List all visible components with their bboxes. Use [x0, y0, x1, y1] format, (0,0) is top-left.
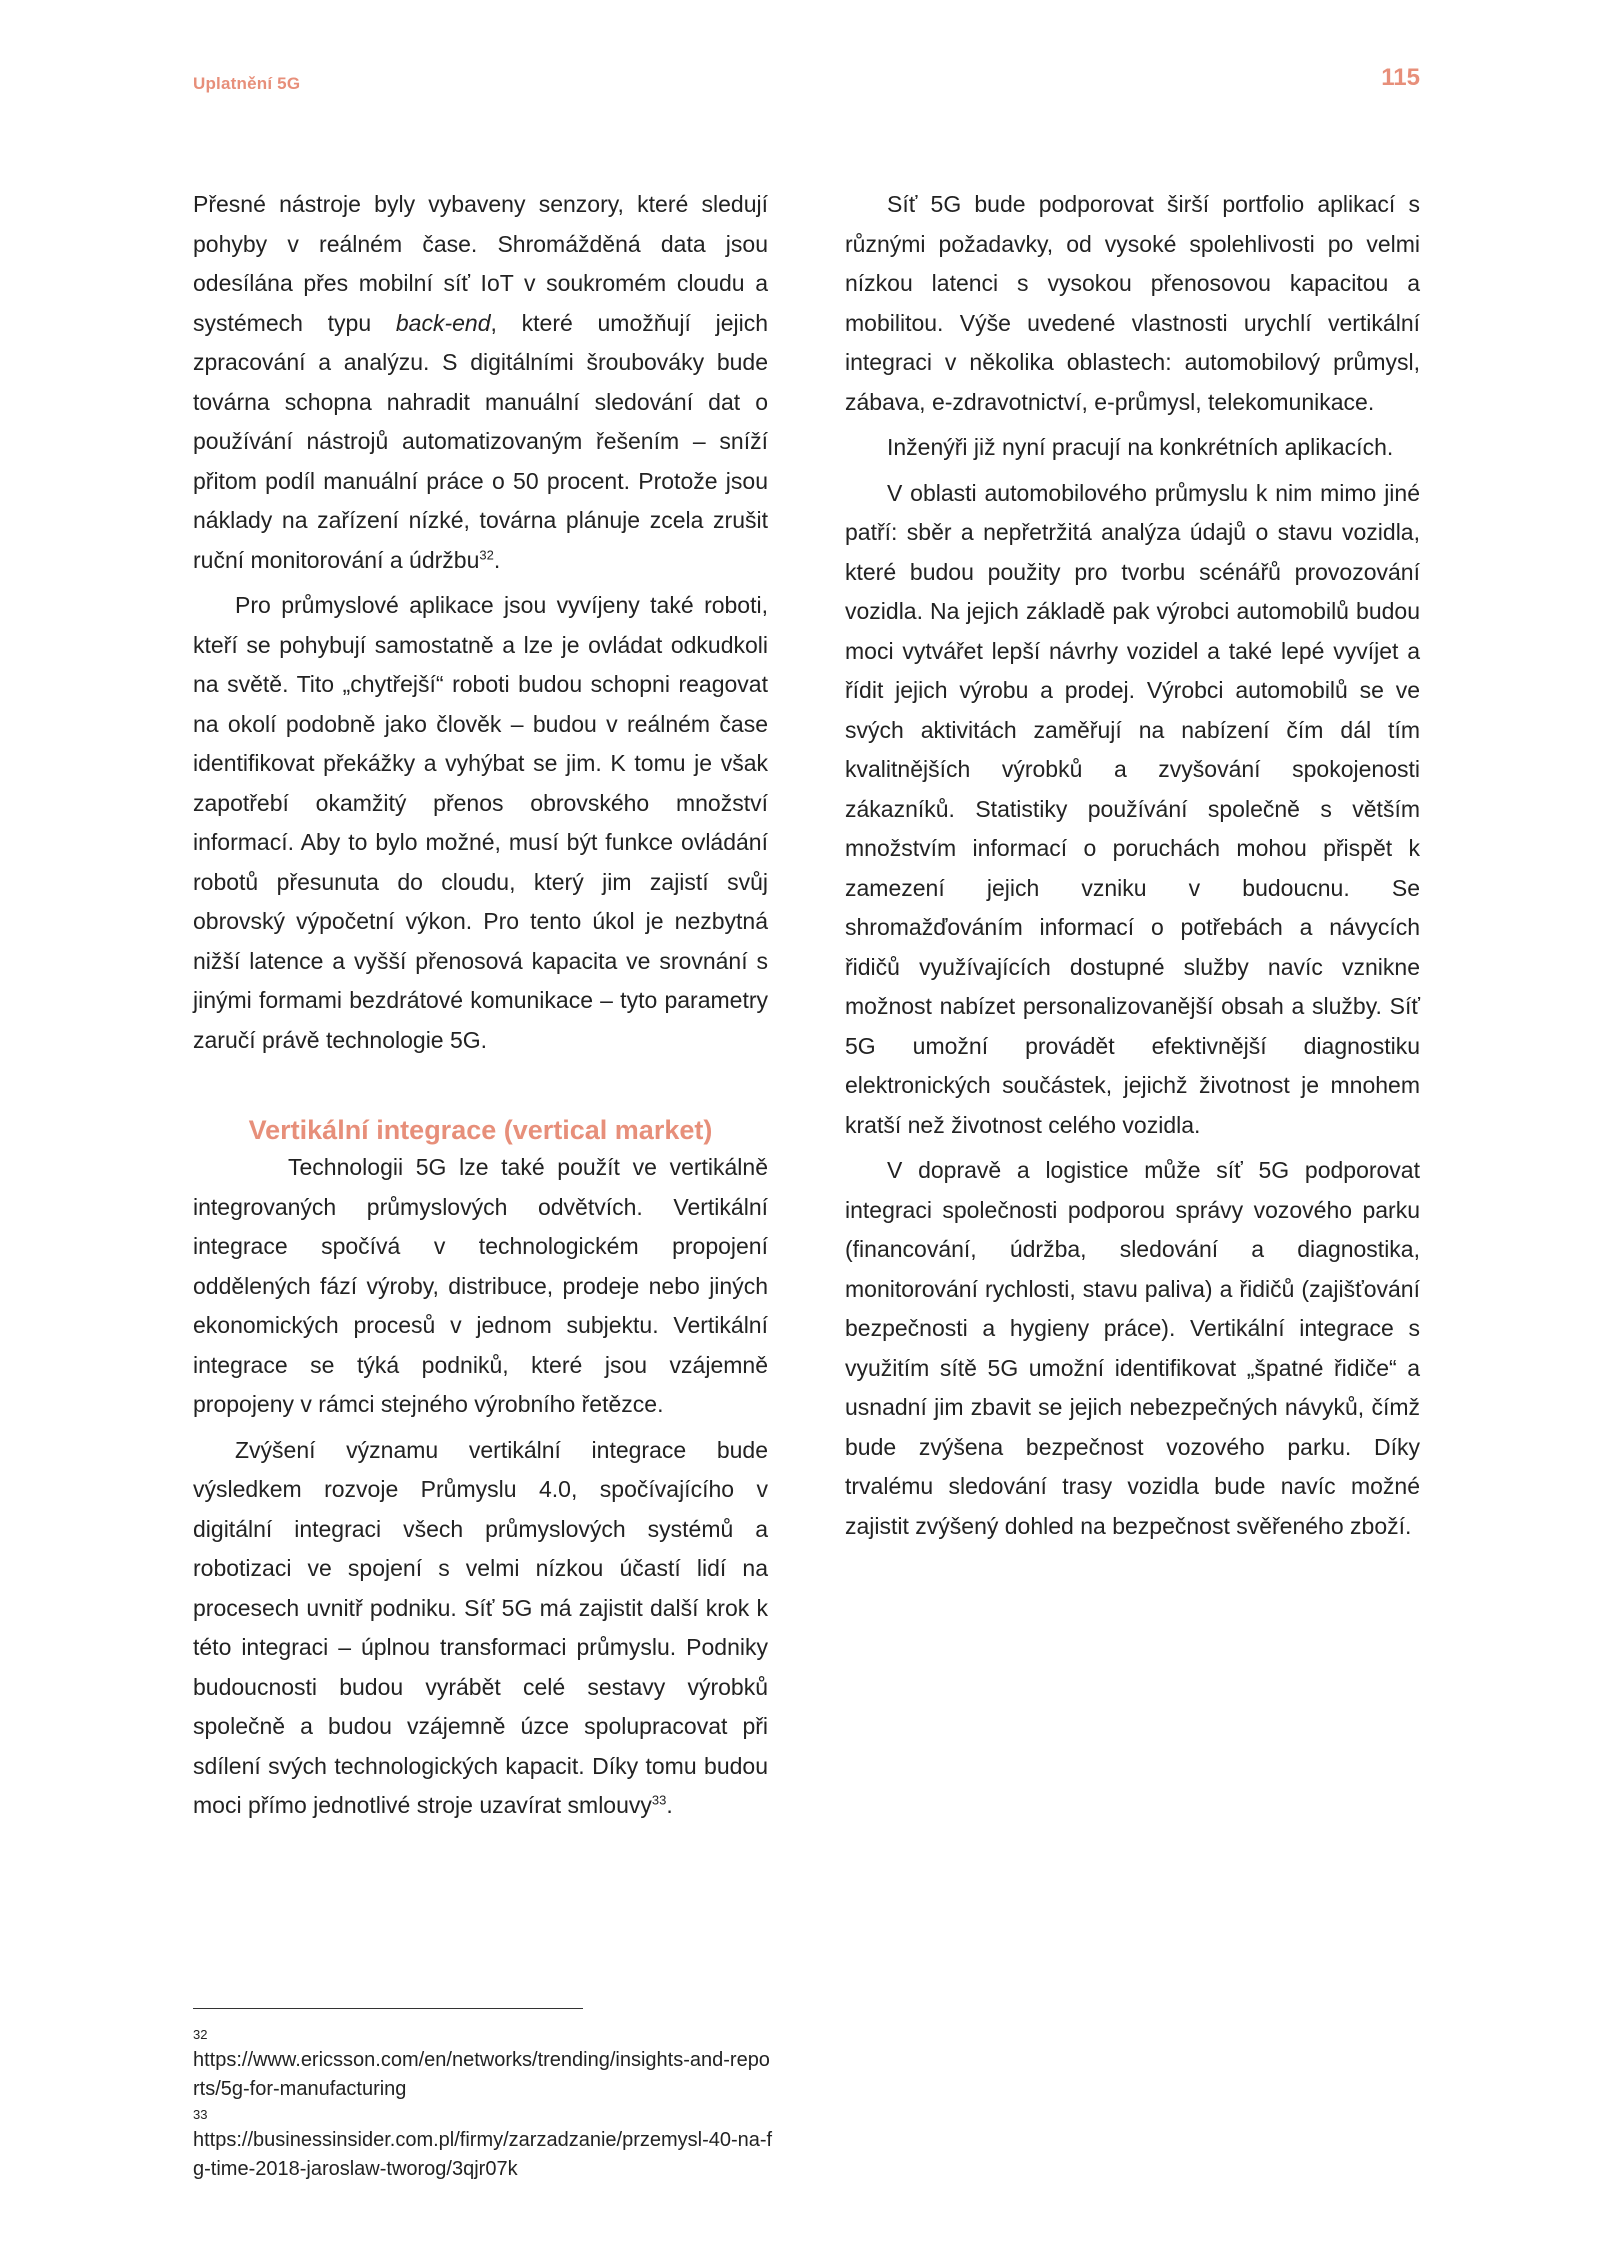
paragraph-text: Přesné nástroje byly vybaveny senzory, které sledují pohyby v reálném čase. Shromážděná data jsou odesílána přes mobilní síť IoT v soukromém cloudu a systémech typu — [193, 191, 768, 336]
footnote-link[interactable]: https://www.ericsson.com/en/networks/trending/insights-and-reports/5g-for-manufacturing — [193, 2049, 770, 2100]
page-header — [193, 60, 1420, 100]
footnotes — [193, 2024, 773, 2184]
footnote-ref-32[interactable]: 32 — [479, 546, 494, 562]
paragraph-logistics: V dopravě a logistice může síť 5G podporovat integraci společnosti podporou správy vozového parku (financování, údržba, sledování a diagnostika, monitorování rychlosti, stavu paliva) a řidičů (zajišťování bezpečnosti a hygieny práce). Vertikální integrace s využitím sítě 5G umožní identifikovat „špatné řidiče“ a usnadní jim zbavit se jejich nebezpečných návyků, čímž bude zvýšena bezpečnost vozového parku. Díky trvalému sledování trasy vozidla bude navíc možné zajistit zvýšený dohled na bezpečnost svěřeného zboží. — [845, 1157, 1420, 1539]
footnote-33 — [193, 2104, 773, 2184]
section-heading-vertical-integration: Vertikální integrace (vertical market) — [248, 1115, 713, 1145]
footnote-link[interactable]: https://businessinsider.com.pl/firmy/zarzadzanie/przemysl-40-na-fg-time-2018-jaroslaw-tworog/3qjr07k — [193, 2129, 773, 2180]
paragraph-text: Zvýšení významu vertikální integrace bude výsledkem rozvoje Průmyslu 4.0, spočívajícího v digitální integraci všech průmyslových systémů a robotizaci ve spojení s velmi nízkou účastí lidí na procesech uvnitř podniku. Síť 5G má zajistit další krok k této integraci – úplnou transformaci průmyslu. Podniky budoucnosti budou vyrábět celé sestavy výrobků společně a budou vzájemně úzce spolupracovat při sdílení svých technologických kapacit. Díky tomu budou moci přímo jednotlivé stroje uzavírat smlouvy — [193, 1436, 768, 1818]
paragraph-text: , které umožňují jejich zpracování a analýzu. S digitálními šroubováky bude továrna schopna nahradit manuální sledování dat o používání nástrojů automatizovaným řešením – sníží přitom podíl manuální práce o 50 procent. Protože jsou náklady na zařízení nízké, továrna plánuje zcela zrušit ruční monitorování a údržbu — [193, 309, 768, 573]
footnote-number: 33 — [193, 2107, 208, 2122]
page-number: 115 — [1381, 64, 1420, 91]
footnote-number: 32 — [193, 2027, 208, 2042]
left-column — [193, 185, 768, 1826]
paragraph-5g-portfolio: Síť 5G bude podporovat širší portfolio aplikací s různými požadavky, od vysoké spolehlivosti po velmi nízkou latenci s vysokou přenosovou kapacitou a mobilitou. Výše uvedené vlastnosti urychlí vertikální integraci v několika oblastech: automobilový průmysl, zábava, e-zdravotnictví, e-průmysl, telekomunikace. — [845, 191, 1420, 415]
paragraph-robots: Pro průmyslové aplikace jsou vyvíjeny také roboti, kteří se pohybují samostatně a lze je ovládat odkudkoli na světě. Tito „chytřejší“ roboti budou schopni reagovat na okolí podobně jako člověk – budou v reálném čase identifikovat překážky a vyhýbat se jim. K tomu je však zapotřebí okamžitý přenos obrovského množství informací. Aby to bylo možné, musí být funkce ovládání robotů přesunuta do cloudu, který jim zajistí svůj obrovský výpočetní výkon. Pro tento úkol je nezbytná nižší latence a vyšší přenosová kapacita ve srovnání s jinými formami bezdrátové komunikace – tyto parametry zaručí právě technologie 5G. — [193, 592, 768, 1053]
paragraph-precise-tools — [193, 185, 768, 580]
paragraph-industry-4 — [193, 1431, 768, 1826]
right-column — [845, 185, 1420, 1546]
paragraph-automotive: V oblasti automobilového průmyslu k nim mimo jiné patří: sběr a nepřetržitá analýza údajů o stavu vozidla, které budou použity pro tvorbu scénářů provozování vozidla. Na jejich základě pak výrobci automobilů budou moci vytvářet lepší návrhy vozidel a také lepé vyvíjet a řídit jejich výrobu a prodej. Výrobci automobilů se ve svých aktivitách zaměřují na nabízení čím dál tím kvalitnějších výrobků a zvyšování spokojenosti zákazníků. Statistiky používání společně s větším množstvím informací o poruchách mohou přispět k zamezení jejich vzniku v budoucnu. Se shromažďováním informací o potřebách a návycích řidičů využívajících dostupné služby navíc vznikne možnost nabízet personalizovanější obsah a služby. Síť 5G umožní provádět efektivnější diagnostiku elektronických součástek, jejichž životnost je mnohem kratší než životnost celého vozidla. — [845, 479, 1420, 1138]
footnote-32 — [193, 2024, 773, 2104]
paragraph-engineers: Inženýři již nyní pracují na konkrétních aplikacích. — [887, 434, 1394, 460]
paragraph-text: . — [666, 1792, 673, 1818]
paragraph-text: . — [493, 546, 501, 573]
footnote-divider — [193, 2008, 583, 2009]
footnote-ref-33[interactable]: 33 — [651, 1792, 667, 1808]
paragraph-vertical-integration: Technologii 5G lze také použít ve vertikálně integrovaných průmyslových odvětvích. Vertikální integrace spočívá v technologickém propojení oddělených fází výroby, distribuce, prodeje nebo jiných ekonomických procesů v jednom subjektu. Vertikální integrace se týká podniků, které jsou vzájemně propojeny v rámci stejného výrobního řetězce. — [193, 1154, 768, 1417]
running-head: Uplatnění 5G — [193, 74, 301, 93]
emphasis-back-end: back-end — [395, 309, 491, 336]
